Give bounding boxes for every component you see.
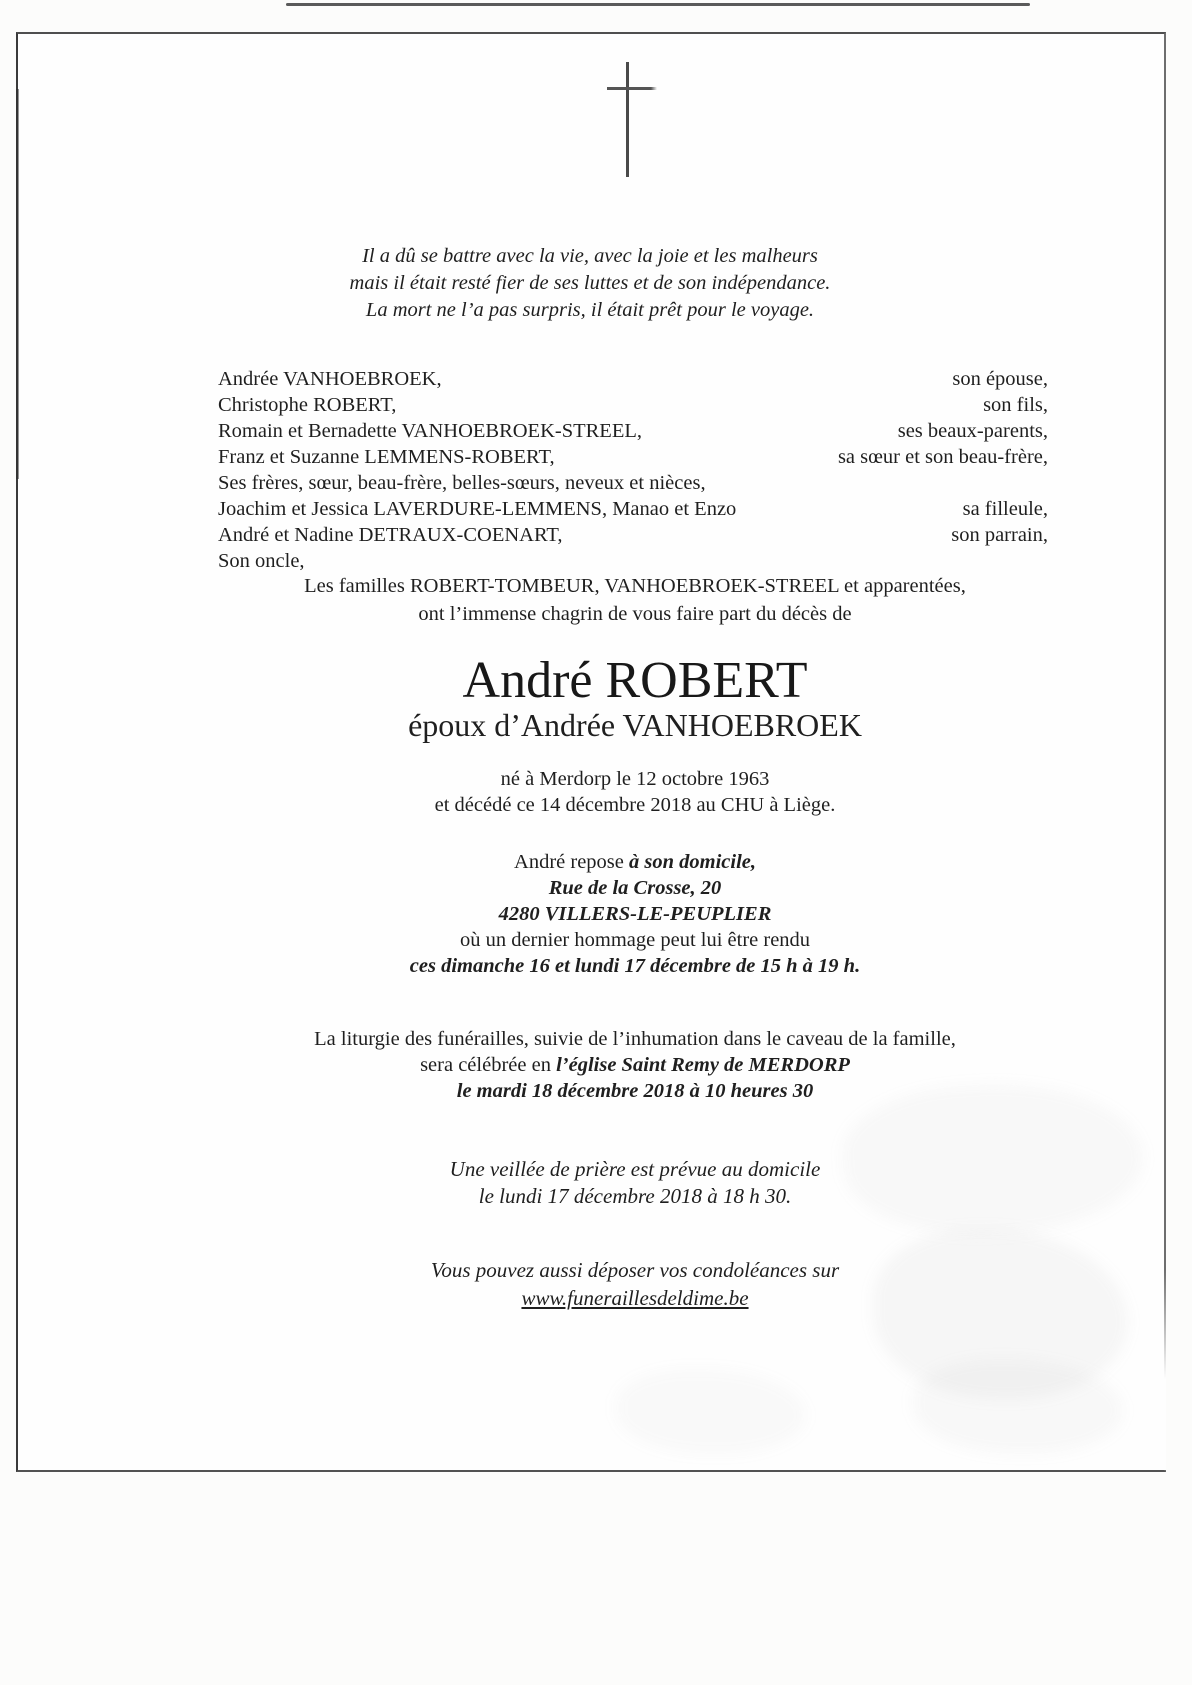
family-member: Joachim et Jessica LAVERDURE-LEMMENS, Manao et Enzo bbox=[218, 498, 737, 520]
family-row bbox=[218, 446, 1048, 472]
repose-prefix: André repose bbox=[514, 851, 629, 873]
funeral-datetime: le mardi 18 décembre 2018 à 10 heures 30 bbox=[456, 1080, 814, 1102]
scan-edge-fade bbox=[1163, 1269, 1166, 1470]
family-member: Ses frères, sœur, beau-frère, belles-sœurs, neveux et nièces, bbox=[218, 472, 706, 494]
family-member: Andrée VANHOEBROEK, bbox=[218, 368, 442, 390]
birth-line: né à Merdorp le 12 octobre 1963 bbox=[500, 768, 770, 790]
repose-address-street: Rue de la Crosse, 20 bbox=[548, 877, 722, 899]
family-row bbox=[218, 524, 1048, 550]
cross-horizontal-bar bbox=[607, 87, 651, 90]
family-row bbox=[218, 420, 1048, 446]
vigil-line1: Une veillée de prière est prévue au domicile bbox=[449, 1157, 821, 1181]
family-relation: son épouse, bbox=[952, 368, 1048, 390]
family-row bbox=[218, 368, 1048, 394]
birth-death-section bbox=[165, 766, 1105, 818]
announcement bbox=[165, 572, 1105, 628]
family-row bbox=[218, 472, 1048, 498]
scan-ghost-artifact bbox=[616, 1369, 806, 1454]
scan-edge-noise bbox=[16, 89, 19, 479]
repose-section bbox=[165, 849, 1105, 979]
epitaph-line: La mort ne l’a pas surpris, il était prêt pour le voyage. bbox=[365, 299, 815, 321]
family-member: Franz et Suzanne LEMMENS-ROBERT, bbox=[218, 446, 555, 468]
repose-line bbox=[165, 849, 1105, 875]
family-member: André et Nadine DETRAUX-COENART, bbox=[218, 524, 563, 546]
family-relation: sa filleule, bbox=[962, 498, 1048, 520]
latin-cross-icon bbox=[593, 54, 693, 184]
announcement-line: ont l’immense chagrin de vous faire part du décès de bbox=[418, 603, 852, 625]
cross-vertical-bar bbox=[626, 62, 629, 177]
funeral-line2 bbox=[165, 1052, 1105, 1078]
repose-location: à son domicile, bbox=[629, 851, 756, 873]
epitaph-line: mais il était resté fier de ses luttes et de son indépendance. bbox=[349, 272, 831, 294]
repose-address-city: 4280 VILLERS-LE-PEUPLIER bbox=[498, 903, 772, 925]
condolences-line: Vous pouvez aussi déposer vos condoléances sur bbox=[430, 1258, 840, 1282]
family-row bbox=[218, 498, 1048, 524]
family-member: Romain et Bernadette VANHOEBROEK-STREEL, bbox=[218, 420, 642, 442]
family-relation: sa sœur et son beau-frère, bbox=[837, 446, 1048, 468]
death-line: et décédé ce 14 décembre 2018 au CHU à Liège. bbox=[434, 794, 836, 816]
family-member: Son oncle, bbox=[218, 550, 305, 572]
epitaph-line: Il a dû se battre avec la vie, avec la joie et les malheurs bbox=[362, 245, 818, 267]
families-line: Les familles ROBERT-TOMBEUR, VANHOEBROEK-STREEL et apparentées, bbox=[304, 575, 966, 597]
vigil-line2: le lundi 17 décembre 2018 à 18 h 30. bbox=[478, 1184, 792, 1208]
visit-times: ces dimanche 16 et lundi 17 décembre de 15 h à 19 h. bbox=[409, 955, 861, 977]
funeral-church: l’église Saint Remy de MERDORP bbox=[556, 1054, 850, 1076]
family-relation: son fils, bbox=[983, 394, 1048, 416]
funeral-prefix: sera célébrée en bbox=[420, 1054, 557, 1076]
deceased-name: André ROBERT bbox=[462, 652, 808, 709]
family-relation: son parrain, bbox=[951, 524, 1048, 546]
memorial-card bbox=[16, 32, 1166, 1472]
family-list bbox=[218, 368, 1048, 576]
family-member: Christophe ROBERT, bbox=[218, 394, 397, 416]
website-link: www.funeraillesdeldime.be bbox=[521, 1286, 749, 1310]
family-row bbox=[218, 394, 1048, 420]
scan-artifact-line bbox=[286, 3, 1030, 6]
family-relation: ses beaux-parents, bbox=[897, 420, 1048, 442]
funeral-line1: La liturgie des funérailles, suivie de l’inhumation dans le caveau de la famille, bbox=[314, 1028, 956, 1050]
epitaph bbox=[120, 243, 1060, 324]
deceased-relation: époux d’Andrée VANHOEBROEK bbox=[408, 707, 862, 743]
homage-line: où un dernier hommage peut lui être rendu bbox=[459, 929, 811, 951]
